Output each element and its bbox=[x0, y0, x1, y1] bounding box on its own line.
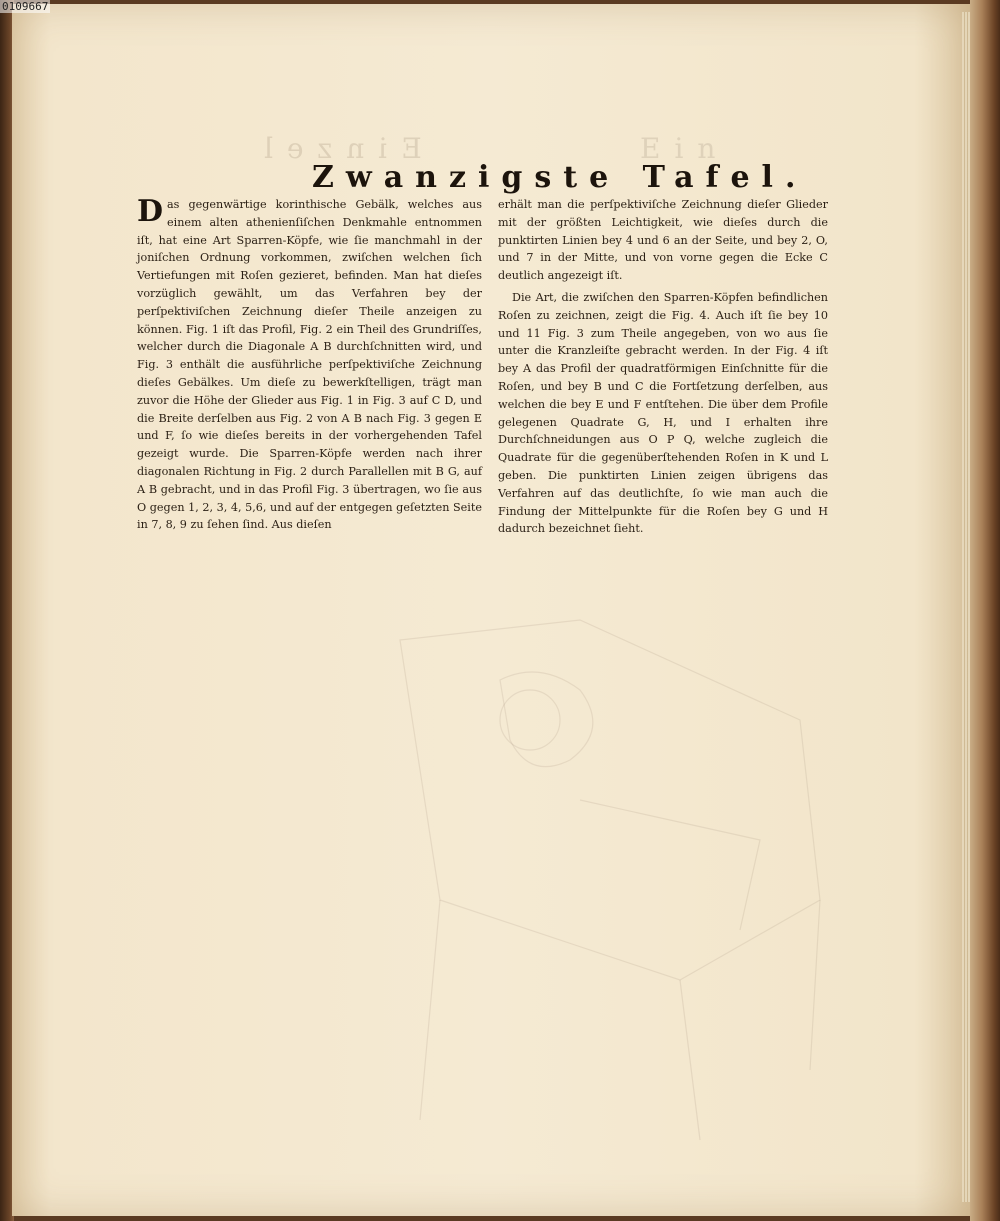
left-text-column bbox=[137, 196, 482, 534]
dropcap-letter: D bbox=[137, 194, 164, 229]
bleed-through-heading: Einzel bbox=[250, 132, 422, 165]
right-column-paragraph-1: erhält man die perſpektiviſche Zeichnung dieſer Glieder mit der größten Leichtigkeit, wie dieſes durch die punktirten Linien bey 4 und 6 an der Seite, und bey 2, O, und 7 in der Mitte, und von vorne gegen die Ecke C deutlich angezeigt iſt. bbox=[498, 198, 828, 283]
left-column-text: as gegenwärtige korinthische Gebälk, welches aus einem alten athenienſiſchen Denkmahle entnommen iſt, hat eine Art Sparren-Köpfe, wie ſie manchmahl in der joniſchen Ordnung vorkommen, zwiſchen welchen ſich Vertiefungen mit Roſen gezieret, befinden. Man hat dieſes vorzüglich gewählt, um das Verfahren bey der perſpektiviſchen Zeichnung dieſer Theile anzeigen zu können. Fig. 1 iſt das Profil, Fig. 2 ein Theil des Grundriſſes, welcher durch die Diagonale A B durchſchnitten wird, und Fig. 3 enthält die ausführliche perſpektiviſche Zeichnung dieſes Gebälkes. Um dieſe zu bewerkſtelligen, trägt man zuvor die Höhe der Glieder aus Fig. 1 in Fig. 3 auf C D, und die Breite derſelben aus Fig. 2 von A B nach Fig. 3 gegen E und F, ſo wie dieſes bereits in der vorhergehenden Tafel gezeigt wurde. Die Sparren-Köpfe werden nach ihrer diagonalen Richtung in Fig. 2 durch Parallellen mit B G, auf A B gebracht, und in das Profil Fig. 3 übertragen, wo ſie aus O gegen 1, 2, 3, 4, 5,6, und auf der entgegen geſetzten Seite in 7, 8, 9 zu ſehen ſind. Aus dieſen bbox=[137, 198, 482, 532]
plate-heading: Zwanzigste Tafel. bbox=[312, 160, 808, 196]
bleed-through-drawing bbox=[380, 600, 840, 1160]
bleed-through-heading-2: Ein bbox=[640, 132, 730, 165]
right-text-column bbox=[498, 196, 828, 538]
page-edges bbox=[962, 12, 970, 1202]
book-binding-right bbox=[970, 0, 1000, 1221]
accession-mark: 0109667 bbox=[2, 0, 49, 13]
right-column-paragraph-2: Die Art, die zwiſchen den Sparren-Köpfen befindlichen Roſen zu zeichnen, zeigt die Fig. 4. Auch iſt ſie bey 10 und 11 Fig. 3 zum Theile angegeben, von wo aus ſie unter die Kranzleiſte gebracht werden. In der Fig. 4 iſt bey A das Profil der quadratförmigen Einſchnitte für die Roſen, und bey B und C die Fortſetzung derſelben, aus welchen die bey E und F entſtehen. Die über dem Profile gelegenen Quadrate G, H, und I erhalten ihre Durchſchneidungen aus O P Q, welche zugleich die Quadrate für die gegenüberſtehenden Roſen in K und L geben. Die punktirten Linien zeigen übrigens das Verfahren auf das deutlichſte, ſo wie man auch die Findung der Mittelpunkte für die Roſen bey G und H dadurch bezeichnet ſieht. bbox=[498, 290, 828, 536]
